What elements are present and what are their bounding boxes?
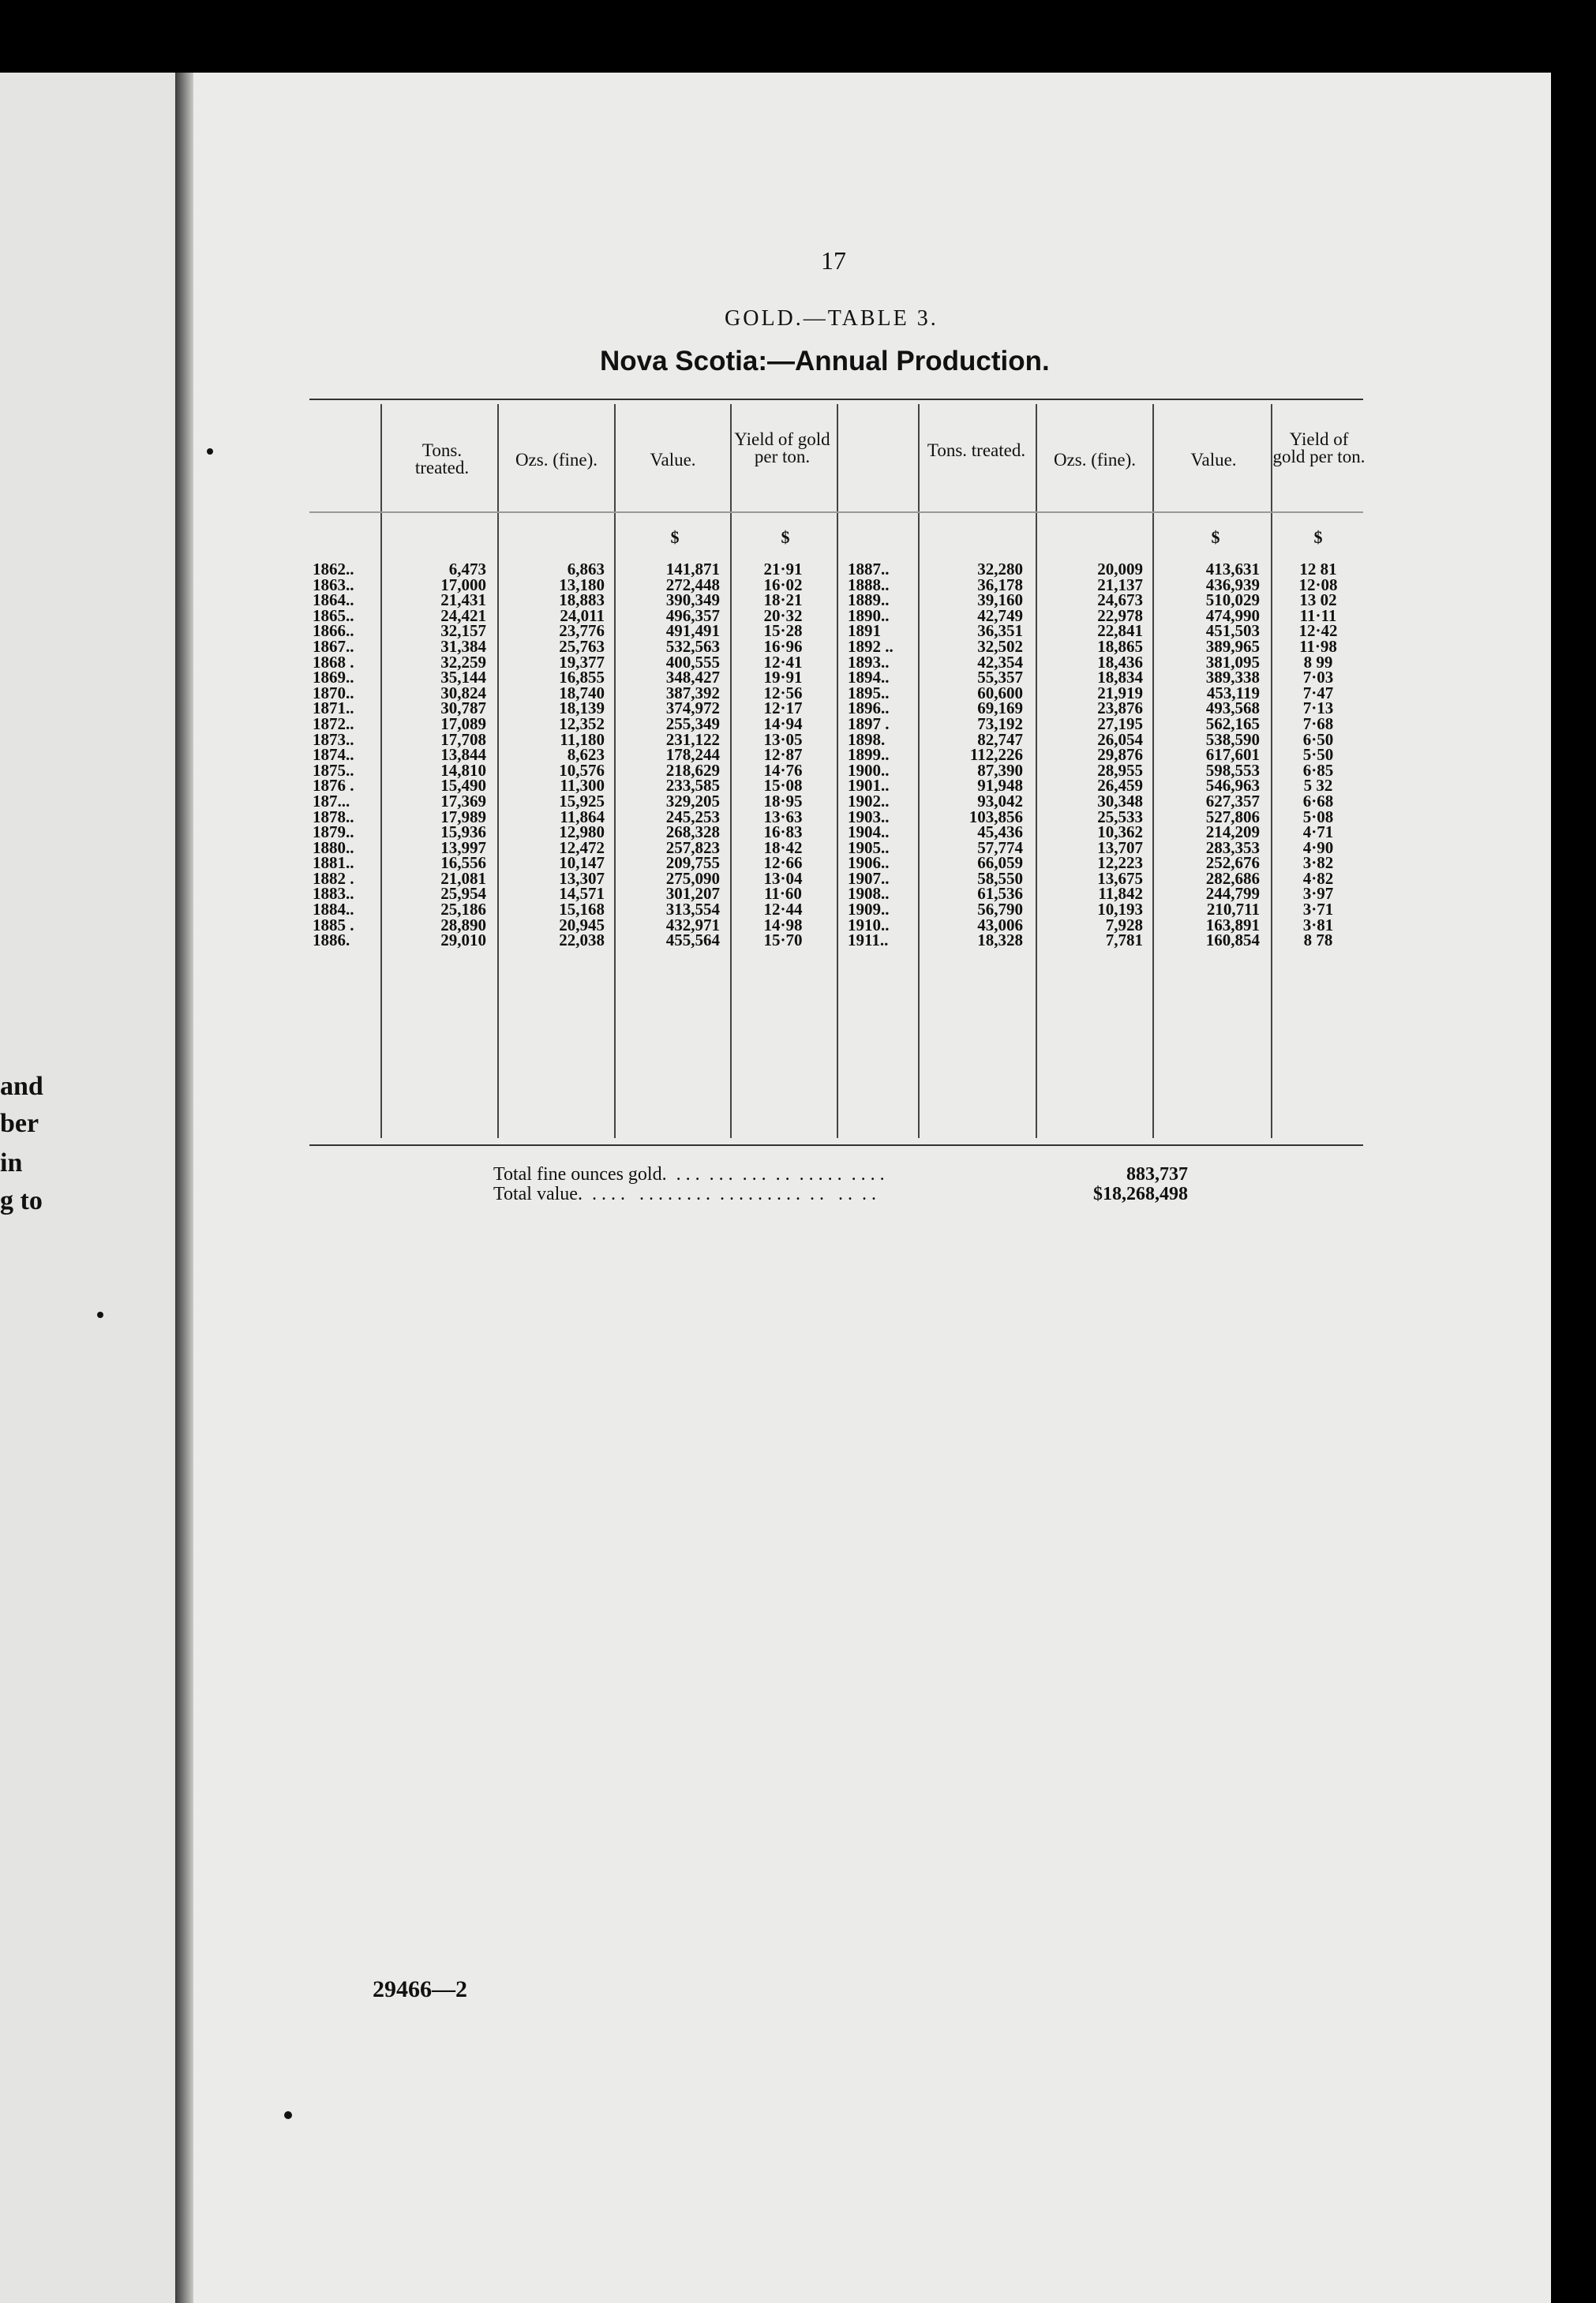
table-cell: 4·82 xyxy=(1302,868,1334,888)
table-cell: 1893.. xyxy=(848,652,890,672)
table-cell: 12,472 xyxy=(559,837,605,857)
table-cell: 1863.. xyxy=(313,575,354,594)
table-cell: 28,890 xyxy=(440,915,486,934)
table-cell: 22,841 xyxy=(1097,621,1143,641)
table-cell: 1910.. xyxy=(848,915,890,934)
table-cell: 15·28 xyxy=(763,621,803,641)
table-cell: 453,119 xyxy=(1206,683,1260,702)
table-cell: 3·82 xyxy=(1302,853,1334,873)
table-cell: 7,781 xyxy=(1105,931,1143,950)
total-value-value: $18,268,498 xyxy=(1093,1184,1188,1204)
table-cell: 163,891 xyxy=(1205,915,1260,934)
table-cell: 12·56 xyxy=(763,683,803,702)
table-cell: 272,448 xyxy=(665,575,720,594)
table-cell: 381,095 xyxy=(1205,652,1260,672)
table-cell: 17,089 xyxy=(440,713,486,733)
table-cell: 15,936 xyxy=(440,822,486,842)
table-cell: 187... xyxy=(313,791,350,811)
header-tons-treated-2: Tons. treated. xyxy=(927,440,1026,460)
table-cell: 28,955 xyxy=(1097,760,1143,780)
yield-unit: $ xyxy=(781,527,790,547)
right-years-column xyxy=(848,562,916,949)
table-cell: 14,810 xyxy=(440,760,486,780)
table-cell: 7·13 xyxy=(1302,698,1334,718)
table-cell: 546,963 xyxy=(1205,776,1260,796)
table-cell: 13·05 xyxy=(763,729,803,749)
left-ozs-column xyxy=(502,562,605,949)
table-cell: 16·83 xyxy=(763,822,803,842)
table-cell: 6,473 xyxy=(448,560,486,579)
table-cell: 93,042 xyxy=(977,791,1023,811)
table-cell: 1898. xyxy=(848,729,886,749)
table-cell: 1890.. xyxy=(848,605,890,625)
table-cell: 7·03 xyxy=(1302,668,1334,687)
table-cell: 30,824 xyxy=(440,683,486,702)
table-cell: 1900.. xyxy=(848,760,890,780)
table-cell: 413,631 xyxy=(1205,560,1260,579)
table-cell: 11·98 xyxy=(1299,636,1337,656)
value-unit: $ xyxy=(670,527,680,547)
table-cell: 4·71 xyxy=(1302,822,1334,842)
table-cell: 1865.. xyxy=(313,605,354,625)
table-cell: 23,876 xyxy=(1097,698,1143,718)
table-cell: 13,997 xyxy=(440,837,486,857)
table-cell: 313,554 xyxy=(665,900,720,919)
table-cell: 1906.. xyxy=(848,853,890,873)
total-ounces-label: Total fine ounces gold. . . . . . . . . . . . . . . . . . . . . xyxy=(493,1164,885,1185)
table-cell: 390,349 xyxy=(665,590,720,610)
table-cell: 5·50 xyxy=(1302,745,1334,765)
table-cell: 12·66 xyxy=(763,853,803,873)
table-cell: 11·60 xyxy=(764,884,802,904)
table-cell: 1899.. xyxy=(848,745,890,765)
column-divider xyxy=(614,404,616,1138)
table-cell: 1868 . xyxy=(313,652,354,672)
table-cell: 1911.. xyxy=(848,931,889,950)
table-cell: 527,806 xyxy=(1205,807,1260,826)
table-cell: 14·76 xyxy=(763,760,803,780)
table-cell: 1886. xyxy=(313,931,350,950)
table-cell: 436,939 xyxy=(1205,575,1260,594)
table-cell: 17,000 xyxy=(440,575,486,594)
table-cell: 1897 . xyxy=(848,713,890,733)
table-cell: 1879.. xyxy=(313,822,354,842)
table-cell: 275,090 xyxy=(665,868,720,888)
column-divider xyxy=(730,404,732,1138)
table-cell: 87,390 xyxy=(977,760,1023,780)
table-cell: 1866.. xyxy=(313,621,354,641)
table-cell: 13,707 xyxy=(1097,837,1143,857)
table-cell: 19,377 xyxy=(559,652,605,672)
table-cell: 1871.. xyxy=(313,698,354,718)
table-cell: 19·91 xyxy=(763,668,803,687)
page-number: 17 xyxy=(821,246,846,275)
table-cell: 1874.. xyxy=(313,745,354,765)
table-cell: 17,989 xyxy=(440,807,486,826)
table-cell: 35,144 xyxy=(440,668,486,687)
table-cell: 21,137 xyxy=(1097,575,1143,594)
header-value: Value. xyxy=(650,450,696,470)
table-cell: 42,354 xyxy=(977,652,1023,672)
header-value-2: Value. xyxy=(1190,450,1237,470)
table-cell: 18·21 xyxy=(763,590,803,610)
table-cell: 13,675 xyxy=(1097,868,1143,888)
left-years-column xyxy=(313,562,380,949)
table-cell: 6·85 xyxy=(1302,760,1334,780)
table-cell: 1873.. xyxy=(313,729,354,749)
table-cell: 12,352 xyxy=(559,713,605,733)
table-cell: 387,392 xyxy=(665,683,720,702)
table-cell: 55,357 xyxy=(977,668,1023,687)
column-divider xyxy=(497,404,499,1138)
left-fragment-1: and xyxy=(0,1072,43,1101)
table-cell: 1888.. xyxy=(848,575,890,594)
table-cell: 30,787 xyxy=(440,698,486,718)
table-cell: 1894.. xyxy=(848,668,890,687)
column-divider xyxy=(1152,404,1154,1138)
table-cell: 13,180 xyxy=(559,575,605,594)
column-divider xyxy=(837,404,838,1138)
table-cell: 7·47 xyxy=(1302,683,1334,702)
table-cell: 218,629 xyxy=(665,760,720,780)
table-cell: 61,536 xyxy=(977,884,1023,904)
table-cell: 32,280 xyxy=(977,560,1023,579)
column-divider xyxy=(1036,404,1037,1138)
table-cell: 10,193 xyxy=(1097,900,1143,919)
table-cell: 14·94 xyxy=(763,713,803,733)
table-cell: 1884.. xyxy=(313,900,354,919)
left-yield-column xyxy=(736,562,830,949)
table-cell: 233,585 xyxy=(665,776,720,796)
table-cell: 1902.. xyxy=(848,791,890,811)
table-cell: 348,427 xyxy=(665,668,720,687)
table-cell: 23,776 xyxy=(559,621,605,641)
table-cell: 21,081 xyxy=(440,868,486,888)
table-cell: 451,503 xyxy=(1205,621,1260,641)
table-cell: 13 02 xyxy=(1299,590,1337,610)
table-cell: 1907.. xyxy=(848,868,890,888)
table-cell: 12,223 xyxy=(1097,853,1143,873)
table-cell: 283,353 xyxy=(1205,837,1260,857)
right-tons-column xyxy=(922,562,1023,949)
table-top-rule xyxy=(309,399,1363,400)
printer-signature: 29466—2 xyxy=(373,1976,467,2002)
table-cell: 32,502 xyxy=(977,636,1023,656)
table-cell: 15·70 xyxy=(763,931,803,950)
table-cell: 18,436 xyxy=(1097,652,1143,672)
table-cell: 1903.. xyxy=(848,807,890,826)
page-title: Nova Scotia:—Annual Production. xyxy=(600,346,1050,376)
table-cell: 1905.. xyxy=(848,837,890,857)
table-cell: 30,348 xyxy=(1097,791,1143,811)
table-cell: 1862.. xyxy=(313,560,354,579)
table-cell: 12,980 xyxy=(559,822,605,842)
table-cell: 12·41 xyxy=(763,652,803,672)
table-cell: 27,195 xyxy=(1097,713,1143,733)
value-unit-2: $ xyxy=(1211,527,1220,547)
table-cell: 598,553 xyxy=(1205,760,1260,780)
table-cell: 400,555 xyxy=(665,652,720,672)
table-cell: 12·42 xyxy=(1298,621,1338,641)
table-cell: 13·63 xyxy=(763,807,803,826)
table-cell: 31,384 xyxy=(440,636,486,656)
table-cell: 43,006 xyxy=(977,915,1023,934)
table-cell: 255,349 xyxy=(665,713,720,733)
table-cell: 11,842 xyxy=(1098,884,1143,904)
table-cell: 1869.. xyxy=(313,668,354,687)
table-cell: 1870.. xyxy=(313,683,354,702)
table-cell: 1908.. xyxy=(848,884,890,904)
table-cell: 11,864 xyxy=(560,807,605,826)
table-cell: 12·44 xyxy=(763,900,803,919)
table-cell: 25,954 xyxy=(440,884,486,904)
table-cell: 1895.. xyxy=(848,683,890,702)
column-divider xyxy=(918,404,920,1138)
table-cell: 14,571 xyxy=(559,884,605,904)
table-cell: 491,491 xyxy=(665,621,720,641)
table-cell: 32,157 xyxy=(440,621,486,641)
table-cell: 6·68 xyxy=(1302,791,1334,811)
table-cell: 210,711 xyxy=(1206,900,1260,919)
table-cell: 160,854 xyxy=(1205,931,1260,950)
table-cell: 4·90 xyxy=(1302,837,1334,857)
table-cell: 301,207 xyxy=(665,884,720,904)
header-tons-treated: Tons. treated. xyxy=(414,440,470,477)
table-cell: 617,601 xyxy=(1205,745,1260,765)
table-cell: 5·08 xyxy=(1302,807,1334,826)
table-cell: 20·32 xyxy=(763,605,803,625)
table-cell: 58,550 xyxy=(977,868,1023,888)
table-cell: 1878.. xyxy=(313,807,354,826)
table-cell: 21,919 xyxy=(1097,683,1143,702)
table-cell: 244,799 xyxy=(1205,884,1260,904)
table-cell: 15,925 xyxy=(559,791,605,811)
table-cell: 15,490 xyxy=(440,776,486,796)
table-cell: 627,357 xyxy=(1205,791,1260,811)
table-cell: 18,740 xyxy=(559,683,605,702)
table-cell: 103,856 xyxy=(968,807,1023,826)
table-cell: 24,421 xyxy=(440,605,486,625)
table-cell: 214,209 xyxy=(1205,822,1260,842)
table-cell: 389,965 xyxy=(1205,636,1260,656)
table-cell: 18·95 xyxy=(763,791,803,811)
table-cell: 112,226 xyxy=(969,745,1023,765)
header-ozs-fine-2: Ozs. (fine). xyxy=(1053,450,1137,470)
table-cell: 1872.. xyxy=(313,713,354,733)
table-cell: 12 81 xyxy=(1299,560,1337,579)
table-cell: 496,357 xyxy=(665,605,720,625)
table-cell: 10,147 xyxy=(559,853,605,873)
table-cell: 13·04 xyxy=(763,868,803,888)
table-cell: 1864.. xyxy=(313,590,354,610)
table-cell: 60,600 xyxy=(977,683,1023,702)
speck xyxy=(207,448,213,455)
table-cell: 6,863 xyxy=(567,560,605,579)
right-value-column xyxy=(1157,562,1260,949)
left-fragment-3: in xyxy=(0,1148,23,1178)
table-cell: 257,823 xyxy=(665,837,720,857)
table-cell: 18·42 xyxy=(763,837,803,857)
header-yield-2: Yield of gold per ton. xyxy=(1272,429,1366,466)
table-cell: 15,168 xyxy=(559,900,605,919)
table-cell: 24,011 xyxy=(560,605,605,625)
table-cell: 25,186 xyxy=(440,900,486,919)
table-cell: 510,029 xyxy=(1205,590,1260,610)
table-cell: 455,564 xyxy=(665,931,720,950)
yield-unit-2: $ xyxy=(1313,527,1323,547)
table-cell: 16·96 xyxy=(763,636,803,656)
table-cell: 10,362 xyxy=(1097,822,1143,842)
speck xyxy=(97,1312,103,1318)
table-kicker: GOLD.—TABLE 3. xyxy=(725,306,938,331)
table-cell: 1881.. xyxy=(313,853,354,873)
table-cell: 8 78 xyxy=(1303,931,1333,950)
table-cell: 389,338 xyxy=(1205,668,1260,687)
table-cell: 17,708 xyxy=(440,729,486,749)
table-cell: 16,855 xyxy=(559,668,605,687)
left-tons-column xyxy=(385,562,486,949)
column-divider xyxy=(1271,404,1272,1138)
table-cell: 56,790 xyxy=(977,900,1023,919)
table-cell: 532,563 xyxy=(665,636,720,656)
table-cell: 1875.. xyxy=(313,760,354,780)
table-cell: 12·17 xyxy=(763,698,803,718)
table-cell: 26,054 xyxy=(1097,729,1143,749)
table-cell: 36,178 xyxy=(977,575,1023,594)
table-cell: 69,169 xyxy=(977,698,1023,718)
table-cell: 18,865 xyxy=(1097,636,1143,656)
table-cell: 1883.. xyxy=(313,884,354,904)
total-value-label: Total value. . . . . . . . . . . . . . . . . . . . . . . . . . . . xyxy=(493,1184,876,1204)
table-cell: 20,009 xyxy=(1097,560,1143,579)
table-cell: 1909.. xyxy=(848,900,890,919)
table-cell: 13,307 xyxy=(559,868,605,888)
left-fragment-4: g to xyxy=(0,1186,43,1215)
table-cell: 231,122 xyxy=(665,729,720,749)
table-cell: 66,059 xyxy=(977,853,1023,873)
table-cell: 11,180 xyxy=(560,729,605,749)
table-cell: 45,436 xyxy=(977,822,1023,842)
table-cell: 1876 . xyxy=(313,776,354,796)
table-cell: 29,876 xyxy=(1097,745,1143,765)
table-cell: 3·71 xyxy=(1302,900,1334,919)
table-cell: 1891 xyxy=(848,621,881,641)
table-cell: 18,139 xyxy=(559,698,605,718)
table-bottom-rule xyxy=(309,1144,1363,1146)
table-cell: 13,844 xyxy=(440,745,486,765)
table-cell: 7·68 xyxy=(1302,713,1334,733)
table-cell: 493,568 xyxy=(1205,698,1260,718)
table-cell: 245,253 xyxy=(665,807,720,826)
table-cell: 22,978 xyxy=(1097,605,1143,625)
table-cell: 21,431 xyxy=(440,590,486,610)
column-divider xyxy=(380,404,382,1138)
table-cell: 22,038 xyxy=(559,931,605,950)
header-yield: Yield of gold per ton. xyxy=(734,429,830,466)
table-cell: 10,576 xyxy=(559,760,605,780)
header-rule xyxy=(309,511,1363,513)
table-cell: 1880.. xyxy=(313,837,354,857)
table-cell: 374,972 xyxy=(665,698,720,718)
table-cell: 8 99 xyxy=(1303,652,1333,672)
table-cell: 18,883 xyxy=(559,590,605,610)
table-cell: 5 32 xyxy=(1303,776,1333,796)
table-cell: 11,300 xyxy=(560,776,605,796)
table-cell: 16,556 xyxy=(440,853,486,873)
table-cell: 18,834 xyxy=(1097,668,1143,687)
table-cell: 39,160 xyxy=(977,590,1023,610)
table-cell: 1901.. xyxy=(848,776,890,796)
header-ozs-fine: Ozs. (fine). xyxy=(515,450,598,470)
table-cell: 42,749 xyxy=(977,605,1023,625)
table-cell: 29,010 xyxy=(440,931,486,950)
table-cell: 73,192 xyxy=(977,713,1023,733)
table-cell: 11·11 xyxy=(1299,605,1337,625)
speck xyxy=(284,2111,292,2119)
table-cell: 1889.. xyxy=(848,590,890,610)
table-cell: 1896.. xyxy=(848,698,890,718)
table-cell: 562,165 xyxy=(1205,713,1260,733)
table-cell: 329,205 xyxy=(665,791,720,811)
table-cell: 18,328 xyxy=(977,931,1023,950)
table-cell: 252,676 xyxy=(1205,853,1260,873)
table-cell: 17,369 xyxy=(440,791,486,811)
table-cell: 1867.. xyxy=(313,636,354,656)
table-cell: 268,328 xyxy=(665,822,720,842)
table-cell: 3·81 xyxy=(1302,915,1334,934)
table-cell: 178,244 xyxy=(665,745,720,765)
table-cell: 1892 .. xyxy=(848,636,894,656)
left-fragment-2: ber xyxy=(0,1109,39,1138)
table-cell: 1885 . xyxy=(313,915,354,934)
total-ounces-value: 883,737 xyxy=(1126,1164,1188,1185)
table-cell: 12·87 xyxy=(763,745,803,765)
right-ozs-column xyxy=(1040,562,1143,949)
table-cell: 141,871 xyxy=(665,560,720,579)
table-cell: 16·02 xyxy=(763,575,803,594)
table-cell: 209,755 xyxy=(665,853,720,873)
table-cell: 91,948 xyxy=(977,776,1023,796)
table-cell: 1887.. xyxy=(848,560,890,579)
table-cell: 6·50 xyxy=(1302,729,1334,749)
table-cell: 21·91 xyxy=(763,560,803,579)
table-cell: 8,623 xyxy=(567,745,605,765)
table-cell: 12·08 xyxy=(1298,575,1338,594)
table-cell: 26,459 xyxy=(1097,776,1143,796)
table-cell: 1882 . xyxy=(313,868,354,888)
table-cell: 32,259 xyxy=(440,652,486,672)
table-cell: 14·98 xyxy=(763,915,803,934)
table-cell: 282,686 xyxy=(1205,868,1260,888)
table-cell: 57,774 xyxy=(977,837,1023,857)
table-cell: 24,673 xyxy=(1097,590,1143,610)
table-cell: 25,763 xyxy=(559,636,605,656)
table-cell: 432,971 xyxy=(665,915,720,934)
left-value-column xyxy=(619,562,720,949)
table-cell: 15·08 xyxy=(763,776,803,796)
table-cell: 538,590 xyxy=(1205,729,1260,749)
table-cell: 20,945 xyxy=(559,915,605,934)
table-cell: 82,747 xyxy=(977,729,1023,749)
table-cell: 25,533 xyxy=(1097,807,1143,826)
table-cell: 36,351 xyxy=(977,621,1023,641)
table-cell: 3·97 xyxy=(1302,884,1334,904)
table-cell: 474,990 xyxy=(1205,605,1260,625)
right-yield-column xyxy=(1274,562,1362,949)
table-cell: 1904.. xyxy=(848,822,890,842)
table-cell: 7,928 xyxy=(1105,915,1143,934)
